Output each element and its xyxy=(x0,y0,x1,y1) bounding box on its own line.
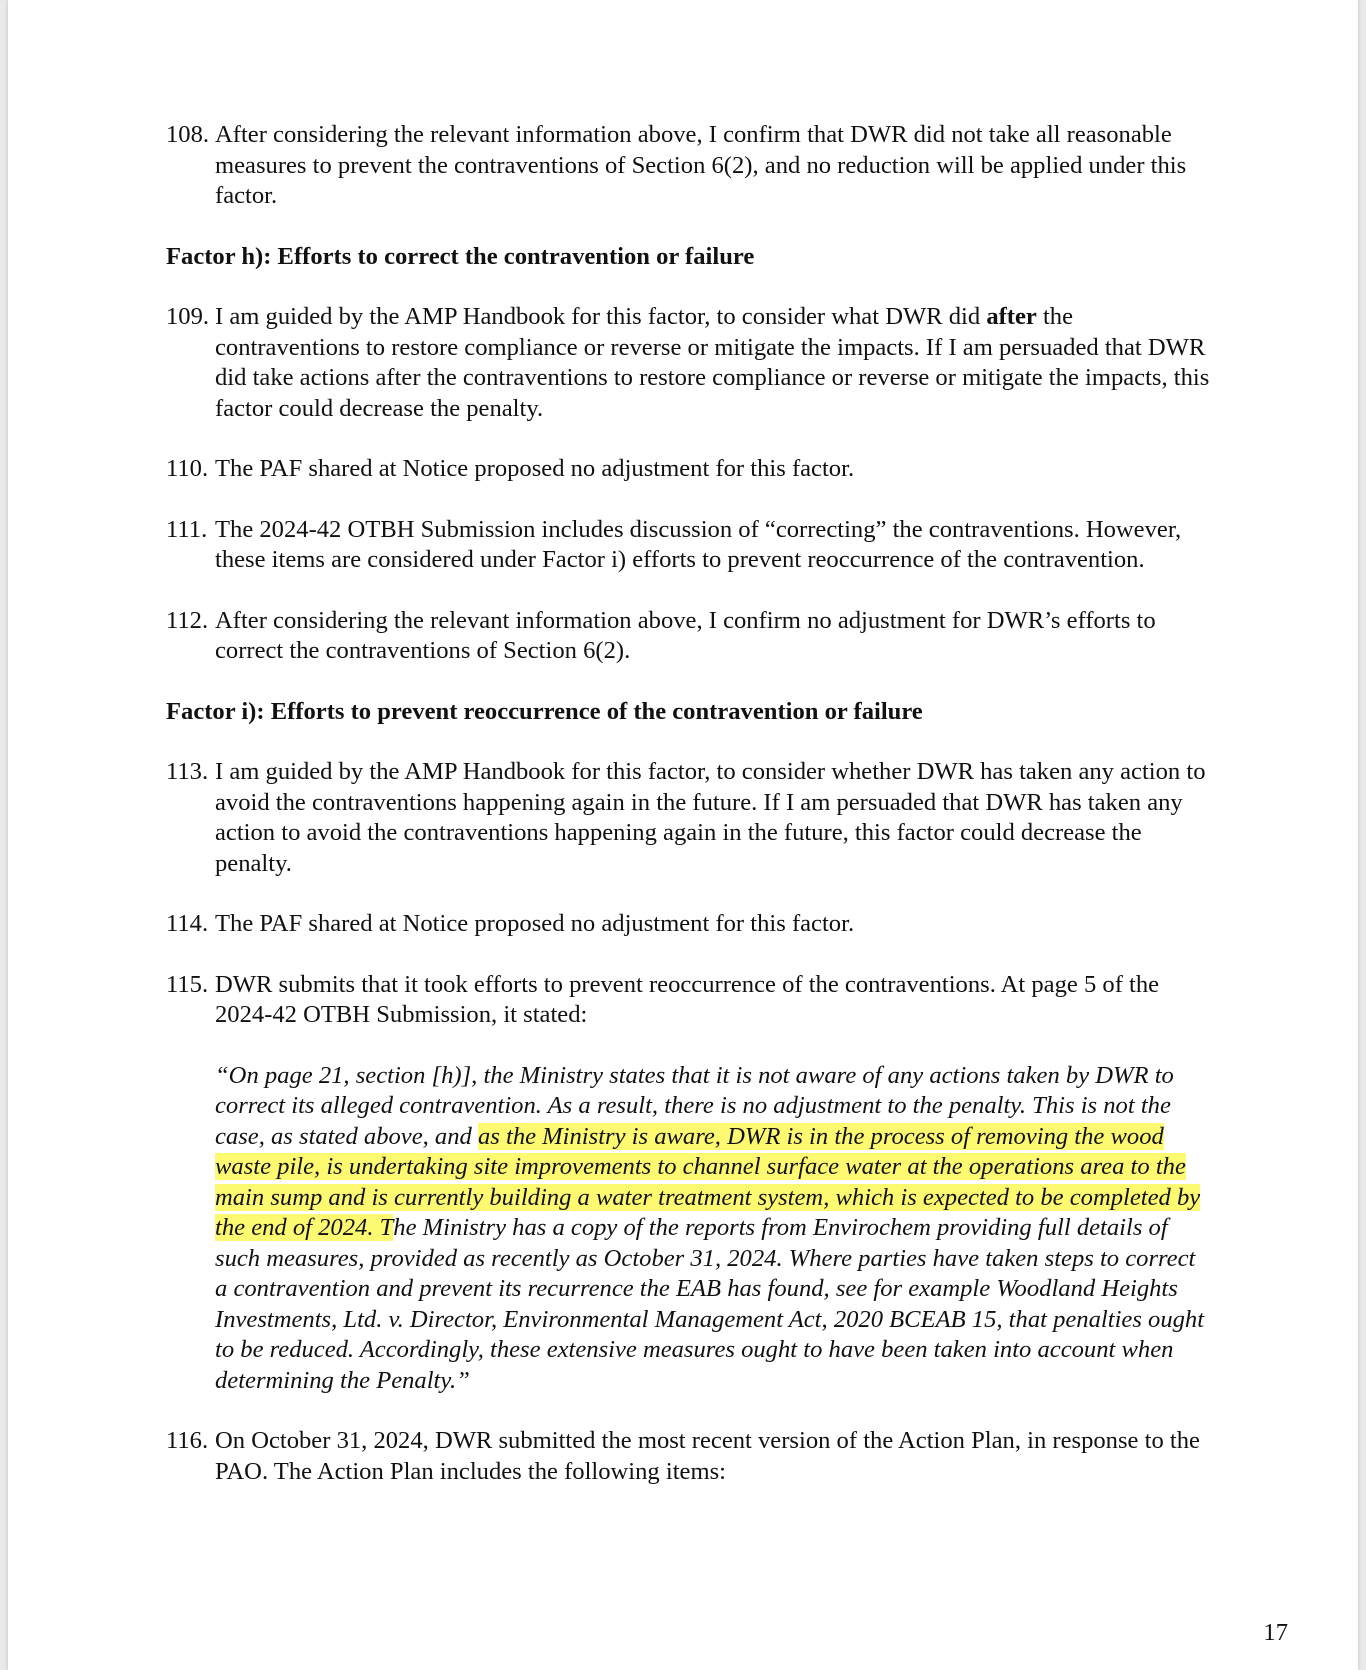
paragraph-number: 108. xyxy=(166,121,210,148)
paragraph-text: On October 31, 2024, DWR submitted the most recent version of the Action Plan, in response to the PAO. The Action Plan includes the following items: xyxy=(215,1427,1200,1485)
quote-text-start: “On page 21, section [h)], the Ministry states that it is not aware of any actions taken by DWR to correct its alleged contravention. As a result, there is no adjustment to the penalty. This is not the case, as stated above, and xyxy=(215,1061,1174,1150)
paragraph-number: 114. xyxy=(166,910,209,937)
paragraph-number: 115. xyxy=(166,970,209,998)
page-number: 17 xyxy=(1263,1619,1288,1646)
paragraph-116 xyxy=(166,1426,1211,1487)
paragraph-number: 111. xyxy=(166,515,208,543)
quote-text-end: he Ministry has a copy of the reports from Envirochem providing full details of such measures, provided as recently as October 31, 2024. Where parties have taken steps to correct a contravention and prevent its recurrence the EAB has found, see for example Woodland Heights Investments, Ltd. v. Director, Environmental Management Act, 2020 BCEAB 15, that penalties ought to be reduced. Accordingly, these extensive measures ought to have been taken into account when determining the Penalty.” xyxy=(215,1214,1205,1394)
paragraph-text-start: I am guided by the AMP Handbook for this factor, to consider what DWR did xyxy=(215,303,987,330)
paragraph-115 xyxy=(166,970,1211,1031)
paragraph-text: The PAF shared at Notice proposed no adjustment for this factor. xyxy=(215,910,855,937)
paragraph-111 xyxy=(166,515,1211,576)
paragraph-text: The PAF shared at Notice proposed no adjustment for this factor. xyxy=(215,455,855,482)
paragraph-number: 109. xyxy=(166,303,210,330)
paragraph-114 xyxy=(166,909,1211,940)
paragraph-110 xyxy=(166,454,1211,485)
block-quote xyxy=(166,1061,1211,1397)
paragraph-number: 116. xyxy=(166,1427,209,1454)
paragraph-number: 113. xyxy=(166,758,209,785)
document-body xyxy=(166,120,1211,1517)
paragraph-112 xyxy=(166,606,1211,667)
section-heading-factor-i: Factor i): Efforts to prevent reoccurrence of the contravention or failure xyxy=(166,697,923,725)
paragraph-text: After considering the relevant information above, I confirm that DWR did not take all reasonable measures to prevent the contraventions of Section 6(2), and no reduction will be applied under this factor. xyxy=(215,121,1187,209)
paragraph-number: 112. xyxy=(166,606,209,634)
document-page xyxy=(8,0,1358,1670)
paragraph-108 xyxy=(166,120,1211,212)
paragraph-text: After considering the relevant information above, I confirm no adjustment for DWR’s efforts to correct the contraventions of Section 6(2). xyxy=(215,606,1156,664)
highlighted-text: as the Ministry is aware, DWR is in the process of removing the wood waste pile, is undertaking site improvements to channel surface water at the operations area to the main sump and is currently building a water treatment system, which is expected to be completed by the end of 2024. T xyxy=(215,1122,1201,1241)
paragraph-text: DWR submits that it took efforts to prevent reoccurrence of the contraventions. At page 5 of the 2024-42 OTBH Submission, it stated: xyxy=(215,970,1160,1028)
paragraph-text-end: the contraventions to restore compliance or reverse or mitigate the impacts. If I am persuaded that DWR did take actions after the contraventions to restore compliance or reverse or mitigate the impacts, this factor could decrease the penalty. xyxy=(215,303,1210,422)
emphasis-after: after xyxy=(986,303,1037,330)
paragraph-text: The 2024-42 OTBH Submission includes discussion of “correcting” the contraventions. However, these items are considered under Factor i) efforts to prevent reoccurrence of the contravention. xyxy=(215,515,1182,573)
section-heading-factor-h: Factor h): Efforts to correct the contravention or failure xyxy=(166,242,755,270)
paragraph-number: 110. xyxy=(166,455,209,482)
paragraph-text: I am guided by the AMP Handbook for this factor, to consider whether DWR has taken any action to avoid the contraventions happening again in the future. If I am persuaded that DWR has taken any action to avoid the contraventions happening again in the future, this factor could decrease the penalty. xyxy=(215,758,1206,877)
paragraph-109 xyxy=(166,302,1211,424)
paragraph-113 xyxy=(166,757,1211,879)
